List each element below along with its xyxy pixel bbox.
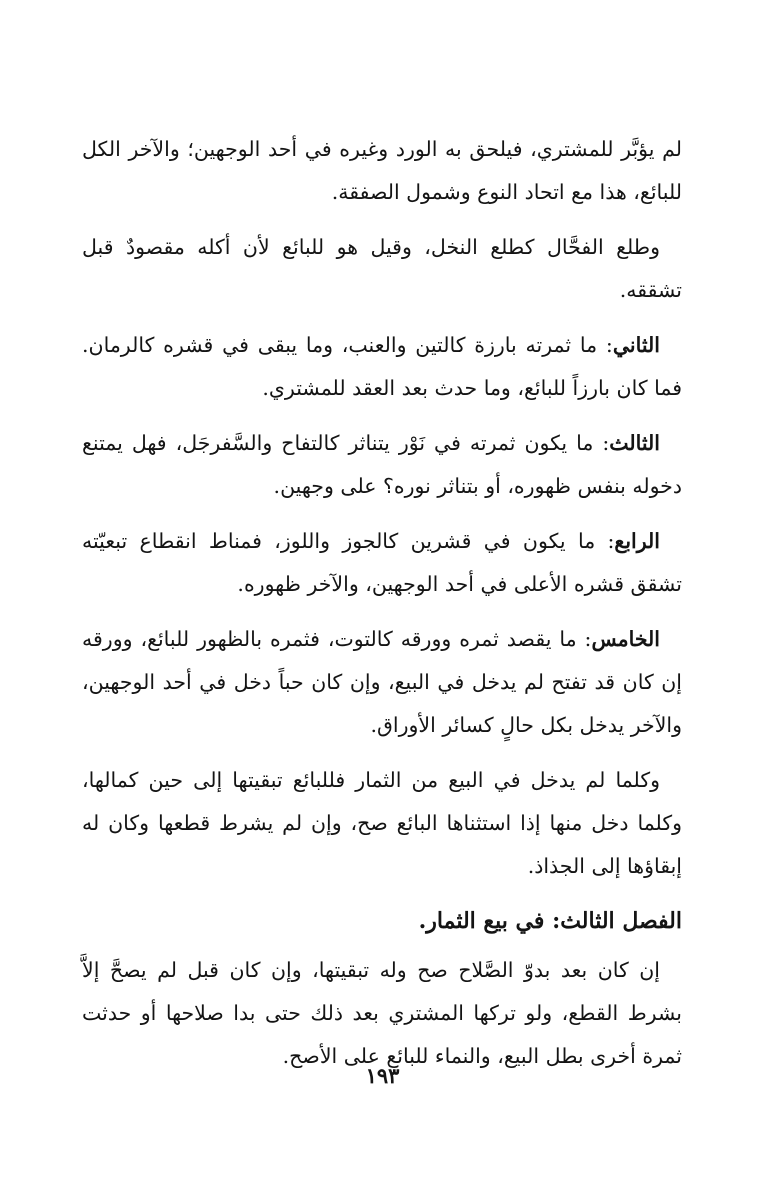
paragraph-lead-term: الثاني [612, 333, 660, 357]
paragraph-fourth [82, 520, 682, 606]
paragraph-lead-term: الرابع [614, 529, 660, 553]
paragraph-second [82, 324, 682, 410]
paragraph-lead-term: الثالث [609, 431, 660, 455]
paragraph-third [82, 422, 682, 508]
paragraph-text: : ما ثمرته بارزة كالتين والعنب، وما يبقى في قشره كالرمان. فما كان بارزاً للبائع، وما حدث بعد العقد للمشتري. [82, 333, 682, 400]
paragraph-fifth [82, 618, 682, 747]
page-number: ١٩٣ [365, 1063, 400, 1088]
paragraph-text: : ما يكون في قشرين كالجوز واللوز، فمناط انقطاع تبعيّته تشقق قشره الأعلى في أحد الوجهين، والآخر ظهوره. [82, 529, 682, 596]
section-heading: الفصل الثالث: في بيع الثمار. [418, 908, 682, 934]
page-body [82, 128, 682, 1090]
paragraph-intro-continuation [82, 128, 682, 214]
paragraph-text: لم يؤبَّر للمشتري، فيلحق به الورد وغيره في أحد الوجهين؛ والآخر الكل للبائع، هذا مع اتحاد النوع وشمول الصفقة. [82, 137, 682, 204]
paragraph-text: وكلما لم يدخل في البيع من الثمار فللبائع تبقيتها إلى حين كمالها، وكلما دخل منها إذا استثناها البائع صح، وإن لم يشرط قطعها وكان له إبقاؤها إلى الجذاذ. [82, 768, 682, 878]
paragraph-fruit-sale [82, 949, 682, 1078]
paragraph-text: إن كان بعد بدوّ الصَّلاح صح وله تبقيتها، وإن كان قبل لم يصحَّ إلاَّ بشرط القطع، ولو تركها المشتري بعد ذلك حتى بدا صلاحها أو حدثت ثمرة أخرى بطل البيع، والنماء للبائع على الأصح. [82, 958, 682, 1068]
paragraph-palm-pollen [82, 226, 682, 312]
paragraph-text: : ما يقصد ثمره وورقه كالتوت، فثمره بالظهور للبائع، وورقه إن كان قد تفتح لم يدخل في البيع، وإن كان حباً دخل في أحد الوجهين، والآخر يدخل بكل حالٍ كسائر الأوراق. [82, 627, 682, 737]
paragraph-text: : ما يكون ثمرته في نَوْر يتناثر كالتفاح والسَّفرجَل، فهل يمتنع دخوله بنفس ظهوره، أو بتناثر نوره؟ على وجهين. [82, 431, 682, 498]
paragraph-text: وطلع الفحَّال كطلع النخل، وقيل هو للبائع لأن أكله مقصودٌ قبل تشققه. [82, 235, 682, 302]
paragraph-retained-fruits [82, 759, 682, 888]
paragraph-lead-term: الخامس [591, 627, 660, 651]
